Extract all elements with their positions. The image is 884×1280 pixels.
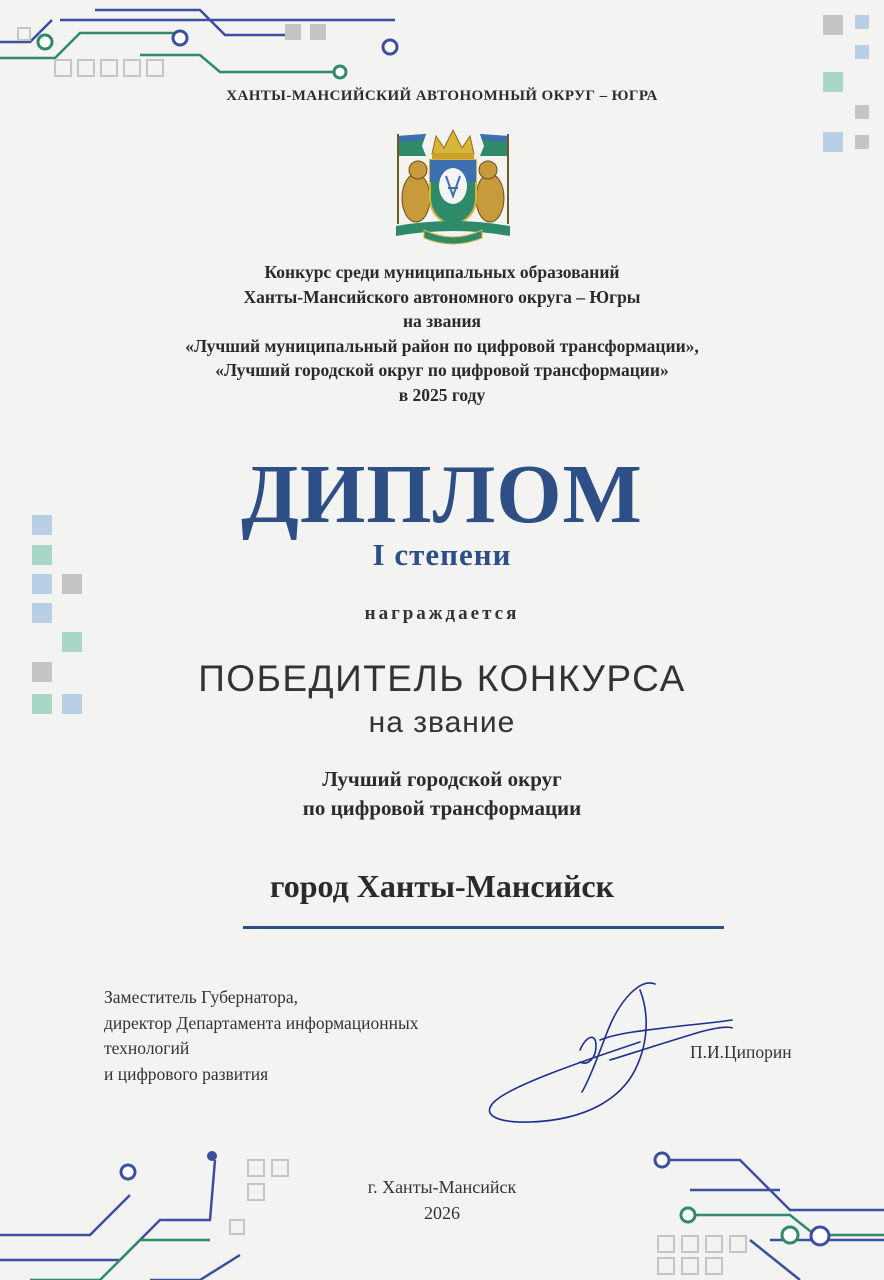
- contest-line: «Лучший городской округ по цифровой трансформации»: [215, 360, 669, 380]
- position-line: технологий: [104, 1038, 190, 1058]
- awarded-label: награждается: [364, 603, 520, 624]
- contest-line: Конкурс среди муниципальных образований: [264, 262, 620, 282]
- place: г. Ханты-Мансийск: [367, 1177, 517, 1197]
- year: 2026: [424, 1203, 460, 1223]
- region-title: ХАНТЫ-МАНСИЙСКИЙ АВТОНОМНЫЙ ОКРУГ – ЮГРА: [226, 88, 658, 104]
- circuit-decoration-top-left: [0, 0, 420, 90]
- signatory-name: П.И.Ципорин: [690, 1042, 792, 1062]
- contest-line: в 2025 году: [398, 384, 486, 405]
- title-word: на звание: [368, 706, 516, 739]
- contest-description: [0, 260, 884, 407]
- diploma-degree: I степени: [372, 537, 512, 572]
- contest-line: «Лучший муниципальный район по цифровой трансформации»,: [185, 335, 699, 356]
- place-and-year: [0, 1174, 884, 1226]
- signatory-position: [104, 985, 419, 1087]
- squares-decoration-top-right: [815, 10, 884, 160]
- position-line: Заместитель Губернатора,: [104, 987, 298, 1007]
- winner-heading: ПОБЕДИТЕЛЬ КОНКУРСА: [198, 658, 686, 699]
- position-line: и цифрового развития: [104, 1063, 269, 1084]
- contest-line: на звания: [402, 311, 482, 331]
- contest-line: Ханты-Мансийского автономного округа – Югры: [243, 286, 641, 307]
- recipient-underline: [243, 926, 724, 929]
- coat-of-arms-emblem: [388, 126, 518, 246]
- nomination-line: Лучший городской округ: [322, 767, 562, 791]
- recipient-name: город Ханты-Мансийск: [269, 868, 615, 904]
- nomination: [0, 765, 884, 823]
- position-line: директор Департамента информационных: [104, 1012, 419, 1033]
- nomination-line: по цифровой трансформации: [302, 796, 582, 820]
- diploma-title: ДИПЛОМ: [241, 448, 643, 541]
